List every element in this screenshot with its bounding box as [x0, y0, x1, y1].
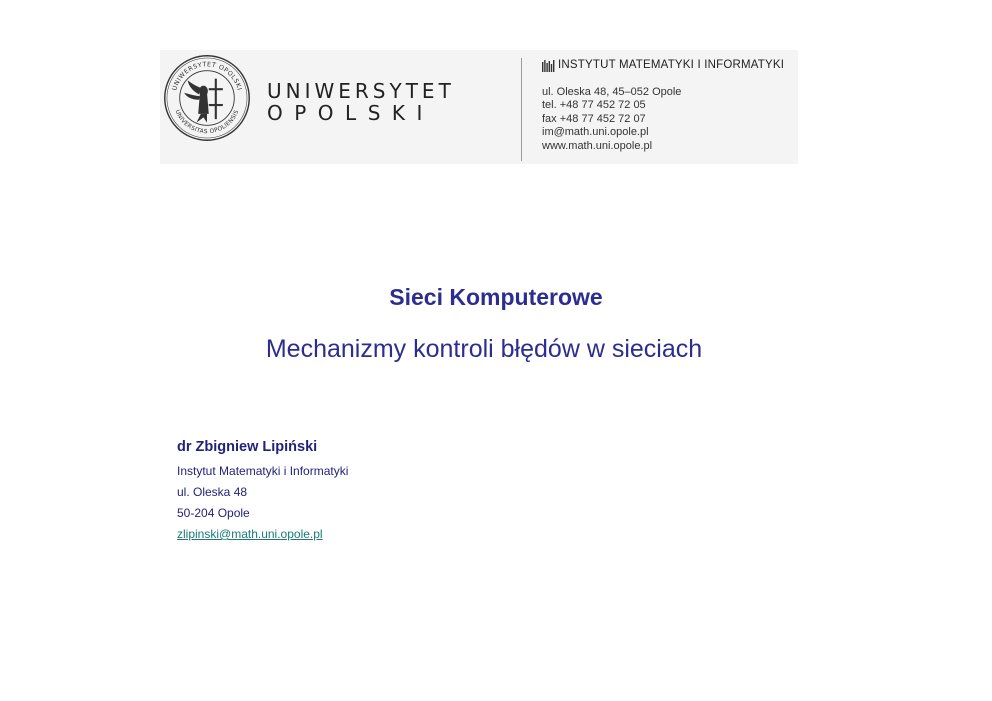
- institute-contact: [542, 86, 681, 153]
- institute-title: INSTYTUT MATEMATYKI I INFORMATYKI: [558, 59, 785, 71]
- institute-bars-icon: [542, 60, 555, 72]
- institute-phone: tel. +48 77 452 72 05: [542, 99, 646, 112]
- author-contact: [177, 461, 348, 545]
- author-street: ul. Oleska 48: [177, 485, 248, 499]
- institute-fax: fax +48 77 452 72 07: [542, 112, 646, 125]
- seal-text-top: UNIWERSYTET OPOLSKI: [171, 61, 243, 92]
- university-name-line1: UNIWERSYTET: [267, 79, 455, 103]
- page-title: Sieci Komputerowe: [389, 284, 603, 310]
- institute-website: www.math.uni.opole.pl: [542, 139, 653, 152]
- seal-text-bottom: UNIVERSITAS OPOLIENSIS: [173, 109, 241, 136]
- author-name: dr Zbigniew Lipiński: [177, 439, 318, 455]
- author-institute: Instytut Matematyki i Informatyki: [177, 464, 349, 478]
- institute-email: im@math.uni.opole.pl: [542, 126, 649, 139]
- university-name: [267, 80, 455, 124]
- author-city: 50-204 Opole: [177, 506, 250, 520]
- page-subtitle: Mechanizmy kontroli błędów w sieciach: [265, 335, 703, 363]
- university-name-line2: OPOLSKI: [267, 101, 434, 125]
- header-divider: [521, 58, 522, 161]
- university-seal-icon: [163, 54, 251, 142]
- author-email-link[interactable]: zlipinski@math.uni.opole.pl: [177, 527, 323, 541]
- institute-address: ul. Oleska 48, 45–052 Opole: [542, 86, 682, 98]
